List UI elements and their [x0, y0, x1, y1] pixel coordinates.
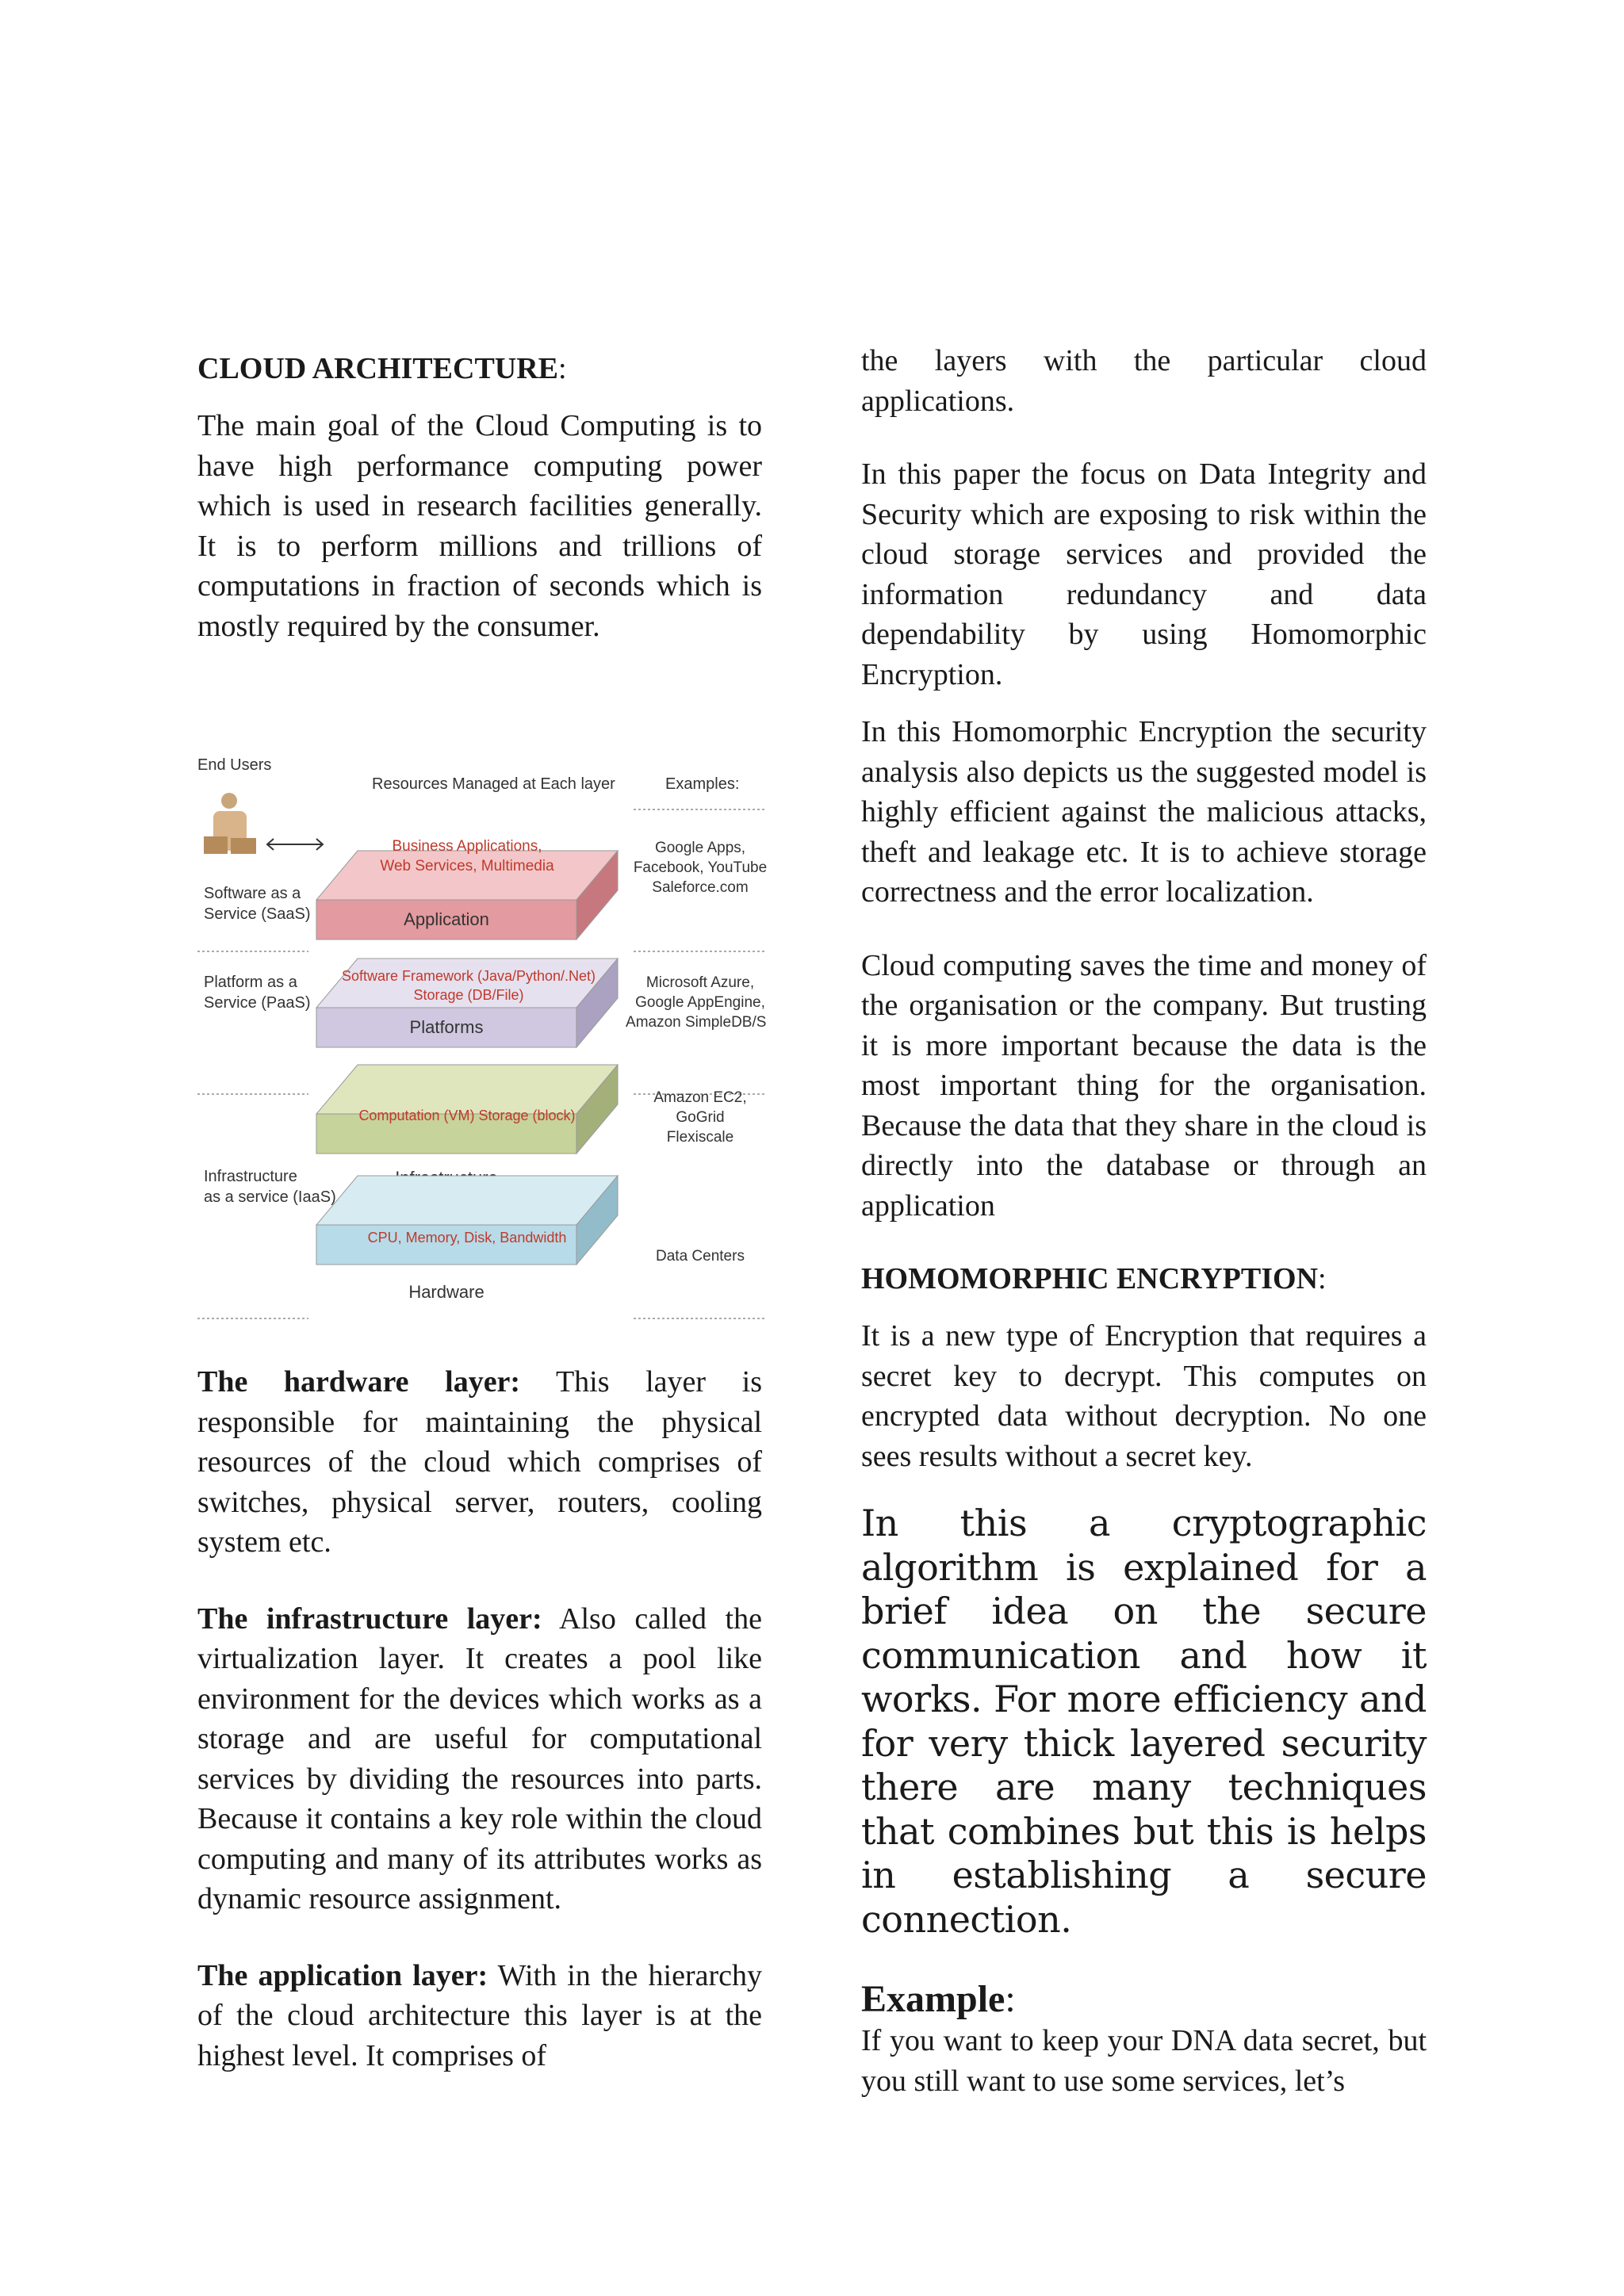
layer-hardware: [316, 1176, 618, 1302]
example-application-3: Saleforce.com: [652, 879, 749, 896]
new-encryption-paragraph: It is a new type of Encryption that requires a secret key to decrypt. This computes on encrypted data without decryption. No one sees results without a secret key.: [861, 1319, 1427, 1473]
diagram-end-users-label: End Users: [197, 756, 272, 774]
layer-application-label: Application: [404, 909, 489, 929]
layer-hardware-label: Hardware: [408, 1282, 485, 1302]
saas-label-line1: Software as a: [204, 885, 301, 902]
layer-application-top-line2: Web Services, Multimedia: [380, 858, 554, 874]
layer-infrastructure: [316, 1065, 618, 1188]
paas-label-line1: Platform as a: [204, 974, 297, 991]
layer-infrastructure-top: Computation (VM) Storage (block): [358, 1108, 576, 1123]
application-layer-label: The application layer:: [197, 1958, 488, 1992]
diagram-resources-header: Resources Managed at Each layer: [372, 775, 615, 793]
right-column: [861, 341, 1427, 2101]
example-hardware-1: Data Centers: [656, 1248, 745, 1265]
continued-paragraph: the layers with the particular cloud applications.: [861, 344, 1427, 418]
hardware-layer-text: This layer is responsible for maintaining the physical resources of the cloud which comprises of switches, physical server, routers, cooling system etc.: [197, 1365, 762, 1559]
homomorphic-analysis-paragraph: In this Homomorphic Encryption the security analysis also depicts us the suggested model is highly efficient against the malicious attacks, theft and leakage etc. It is to achieve storage correctness and the error localization.: [861, 715, 1427, 909]
saas-label-line2: Service (SaaS): [204, 905, 311, 923]
example-infrastructure-3: Flexiscale: [666, 1129, 734, 1146]
left-column-lower: [197, 1362, 762, 2076]
infrastructure-layer-paragraph: [197, 1599, 762, 1919]
example-application-1: Google Apps,: [654, 840, 746, 856]
application-layer-text: With in the hierarchy of the cloud architecture this layer is at the highest level. It comprises of: [197, 1958, 762, 2072]
layer-platforms-label: Platforms: [409, 1017, 484, 1037]
example-application-2: Facebook, YouTube: [633, 859, 767, 876]
hardware-layer-paragraph: [197, 1362, 762, 1563]
layer-platforms: [316, 959, 618, 1047]
example-paragraph: If you want to keep your DNA data secret, but you still want to use some services, let’s: [861, 2024, 1427, 2098]
example-heading: Example:: [861, 1978, 1016, 2020]
diagram-examples-header: Examples:: [665, 775, 740, 793]
infrastructure-layer-label: The infrastructure layer:: [197, 1601, 542, 1636]
example-platforms-2: Google AppEngine,: [635, 994, 765, 1011]
intro-paragraph: The main goal of the Cloud Computing is to have high performance computing power which is used in research facilities generally. It is to perform millions and trillions of computations in fraction of seconds which is mostly required by the consumer.: [197, 409, 762, 643]
layer-platforms-top-line1: Software Framework (Java/Python/.Net): [341, 968, 596, 984]
section-heading-homomorphic-encryption: HOMOMORPHIC ENCRYPTION:: [861, 1262, 1327, 1295]
example-infrastructure-1: Amazon EC2,: [653, 1089, 747, 1106]
cryptographic-algorithm-paragraph: In this a cryptographic algorithm is explained for a brief idea on the secure communication and how it works. For more efficiency and for very thick layered security there are many techniques that combines but this is helps in establishing a secure connection.: [861, 1502, 1427, 1941]
example-platforms-1: Microsoft Azure,: [645, 974, 755, 991]
layer-application: [316, 838, 618, 939]
end-user-figure-icon: [204, 793, 256, 854]
focus-paragraph: In this paper the focus on Data Integrity and Security which are exposing to risk within the cloud storage services and provided the information redundancy and data dependability by using Homomorphic Encryption.: [861, 457, 1427, 691]
left-column: [197, 349, 762, 646]
paas-label-line2: Service (PaaS): [204, 994, 311, 1012]
layer-application-top-line1: Business Applications,: [392, 838, 542, 855]
layer-hardware-top: CPU, Memory, Disk, Bandwidth: [367, 1230, 567, 1246]
layer-platforms-top-line2: Storage (DB/File): [413, 987, 524, 1003]
hardware-layer-label: The hardware layer:: [197, 1365, 521, 1399]
iaas-label-line1: Infrastructure: [204, 1168, 297, 1185]
example-platforms-3: Amazon SimpleDB/S3: [626, 1014, 767, 1031]
cloud-saves-paragraph: Cloud computing saves the time and money of the organisation or the company. But trusting it is more important because the data is the most important thing for the organisation. Because the data that they share in the cloud is directly into the database or through an application: [861, 948, 1427, 1223]
infrastructure-layer-text: Also called the virtualization layer. It creates a pool like environment for the devices which works as a storage and are useful for computational services by dividing the resources into parts. Because it contains a key role within the cloud computing and many of its attributes works as dynamic resource assignment.: [197, 1601, 762, 1915]
double-arrow-icon: [267, 839, 323, 850]
iaas-label-line2: as a service (IaaS): [204, 1188, 336, 1206]
section-heading-cloud-architecture: CLOUD ARCHITECTURE:: [197, 352, 567, 385]
example-infrastructure-2: GoGrid: [676, 1109, 725, 1126]
application-layer-paragraph: [197, 1956, 762, 2076]
cloud-architecture-diagram: [197, 749, 767, 1320]
